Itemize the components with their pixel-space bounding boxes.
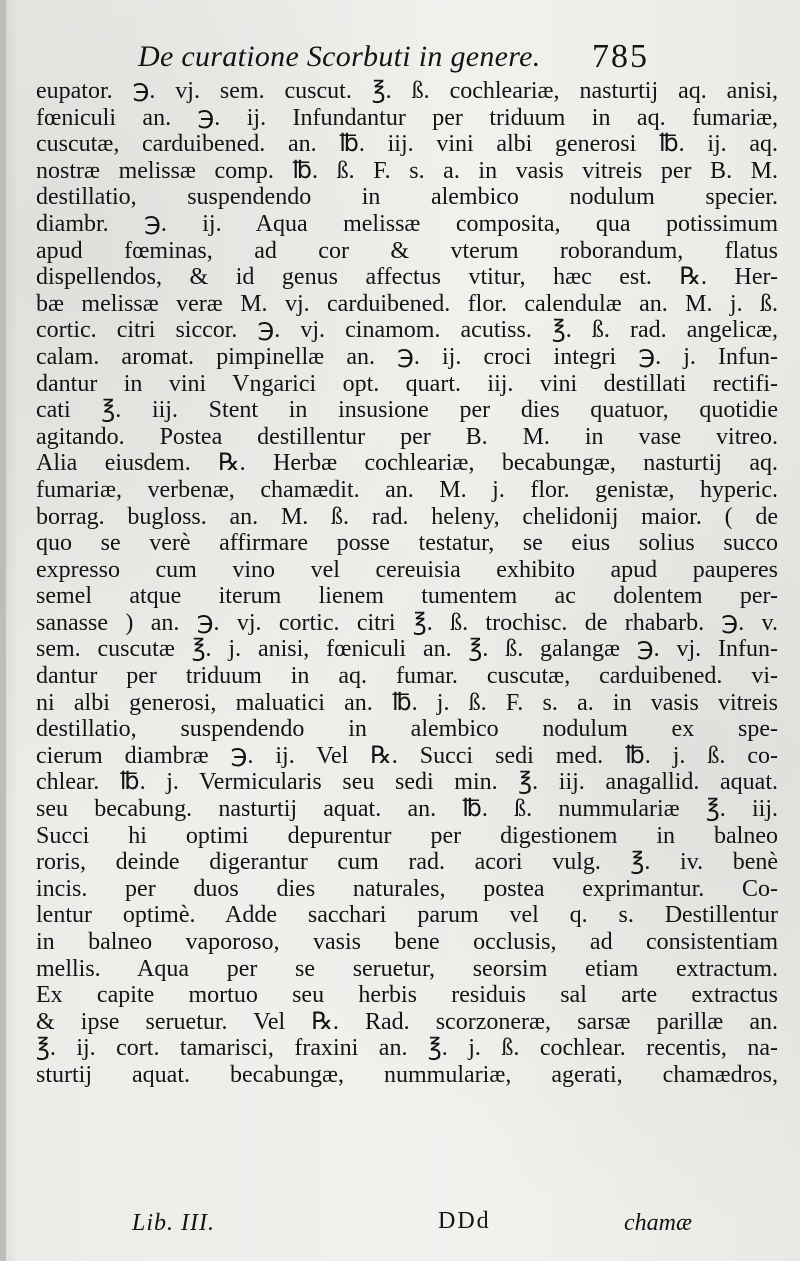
page-footer	[40, 1208, 780, 1242]
catchword: chamæ	[624, 1210, 692, 1236]
text-line: cuscutæ, carduibened. an. ℔. iij. vini albi generosi ℔. ij. aq.	[36, 131, 778, 158]
signature-mark: DDd	[438, 1208, 491, 1234]
body-text	[36, 78, 778, 1089]
text-line: cierum diambræ ℈. ij. Vel ℞. Succi sedi med. ℔. j. ß. co-	[36, 742, 778, 769]
text-line: agitando. Postea destillentur per B. M. in vase vitreo.	[36, 423, 778, 450]
text-line: semel atque iterum lienem tumentem ac dolentem per-	[36, 583, 778, 610]
text-line: destillatio, suspendendo in alembico nodulum ex spe-	[36, 716, 778, 743]
running-head: De curatione Scorbuti in genere.	[138, 40, 541, 73]
text-line: cati ℥. iij. Stent in insusione per dies quatuor, quotidie	[36, 397, 778, 424]
text-line: dispellendos, & id genus affectus vtitur, hæc est. ℞. Her-	[36, 264, 778, 291]
text-line: fœniculi an. ℈. ij. Infundantur per triduum in aq. fumariæ,	[36, 104, 778, 131]
text-line: destillatio, suspendendo in alembico nodulum specier.	[36, 184, 778, 211]
text-line: roris, deinde digerantur cum rad. acori vulg. ℥. iv. benè	[36, 849, 778, 876]
page-header	[40, 34, 780, 84]
text-line: Succi hi optimi depurentur per digestionem in balneo	[36, 822, 778, 849]
text-line: nostræ melissæ comp. ℔. ß. F. s. a. in vasis vitreis per B. M.	[36, 157, 778, 184]
text-line: expresso cum vino vel cereuisia exhibito apud pauperes	[36, 556, 778, 583]
text-line: mellis. Aqua per se seruetur, seorsim etiam extractum.	[36, 955, 778, 982]
text-line: dantur in vini Vngarici opt. quart. iij. vini destillati rectifi-	[36, 370, 778, 397]
text-line: borrag. bugloss. an. M. ß. rad. heleny, chelidonij maior. ( de	[36, 503, 778, 530]
text-line: cortic. citri siccor. ℈. vj. cinamom. acutiss. ℥. ß. rad. angelicæ,	[36, 317, 778, 344]
text-line: sanasse ) an. ℈. vj. cortic. citri ℥. ß. trochisc. de rhabarb. ℈. v.	[36, 609, 778, 636]
text-line: Ex capite mortuo seu herbis residuis sal arte extractus	[36, 982, 778, 1009]
text-line: quo se verè affirmare posse testatur, se eius solius succo	[36, 530, 778, 557]
text-line: fumariæ, verbenæ, chamædit. an. M. j. flor. genistæ, hyperic.	[36, 476, 778, 503]
text-line: Alia eiusdem. ℞. Herbæ cochleariæ, becabungæ, nasturtij aq.	[36, 450, 778, 477]
text-line: diambr. ℈. ij. Aqua melissæ composita, qua potissimum	[36, 210, 778, 237]
page-number: 785	[592, 38, 649, 75]
text-line: sturtij aquat. becabungæ, nummulariæ, agerati, chamædros,	[36, 1061, 778, 1088]
text-line: & ipse seruetur. Vel ℞. Rad. scorzoneræ, sarsæ parillæ an.	[36, 1008, 778, 1035]
text-line: calam. aromat. pimpinellæ an. ℈. ij. croci integri ℈. j. Infun-	[36, 343, 778, 370]
text-line: bæ melissæ veræ M. vj. carduibened. flor. calendulæ an. M. j. ß.	[36, 290, 778, 317]
text-line: in balneo vaporoso, vasis bene occlusis, ad consistentiam	[36, 929, 778, 955]
text-line: ni albi generosi, maluatici an. ℔. j. ß. F. s. a. in vasis vitreis	[36, 689, 778, 716]
book-label: Lib. III.	[132, 1210, 215, 1236]
text-line: dantur per triduum in aq. fumar. cuscutæ, carduibened. vi-	[36, 663, 778, 690]
text-line: chlear. ℔. j. Vermicularis seu sedi min. ℥. iij. anagallid. aquat.	[36, 769, 778, 796]
text-line: seu becabung. nasturtij aquat. an. ℔. ß. nummulariæ ℥. iij.	[36, 796, 778, 823]
text-line: sem. cuscutæ ℥. j. anisi, fœniculi an. ℥. ß. galangæ ℈. vj. Infun-	[36, 636, 778, 663]
text-line: eupator. ℈. vj. sem. cuscut. ℥. ß. cochleariæ, nasturtij aq. anisi,	[36, 78, 778, 104]
text-line: incis. per duos dies naturales, postea exprimantur. Co-	[36, 875, 778, 902]
text-line: lentur optimè. Adde sacchari parum vel q. s. Destillentur	[36, 902, 778, 929]
text-line: apud fœminas, ad cor & vterum roborandum, flatus	[36, 237, 778, 264]
text-line: ℥. ij. cort. tamarisci, fraxini an. ℥. j. ß. cochlear. recentis, na-	[36, 1035, 778, 1062]
